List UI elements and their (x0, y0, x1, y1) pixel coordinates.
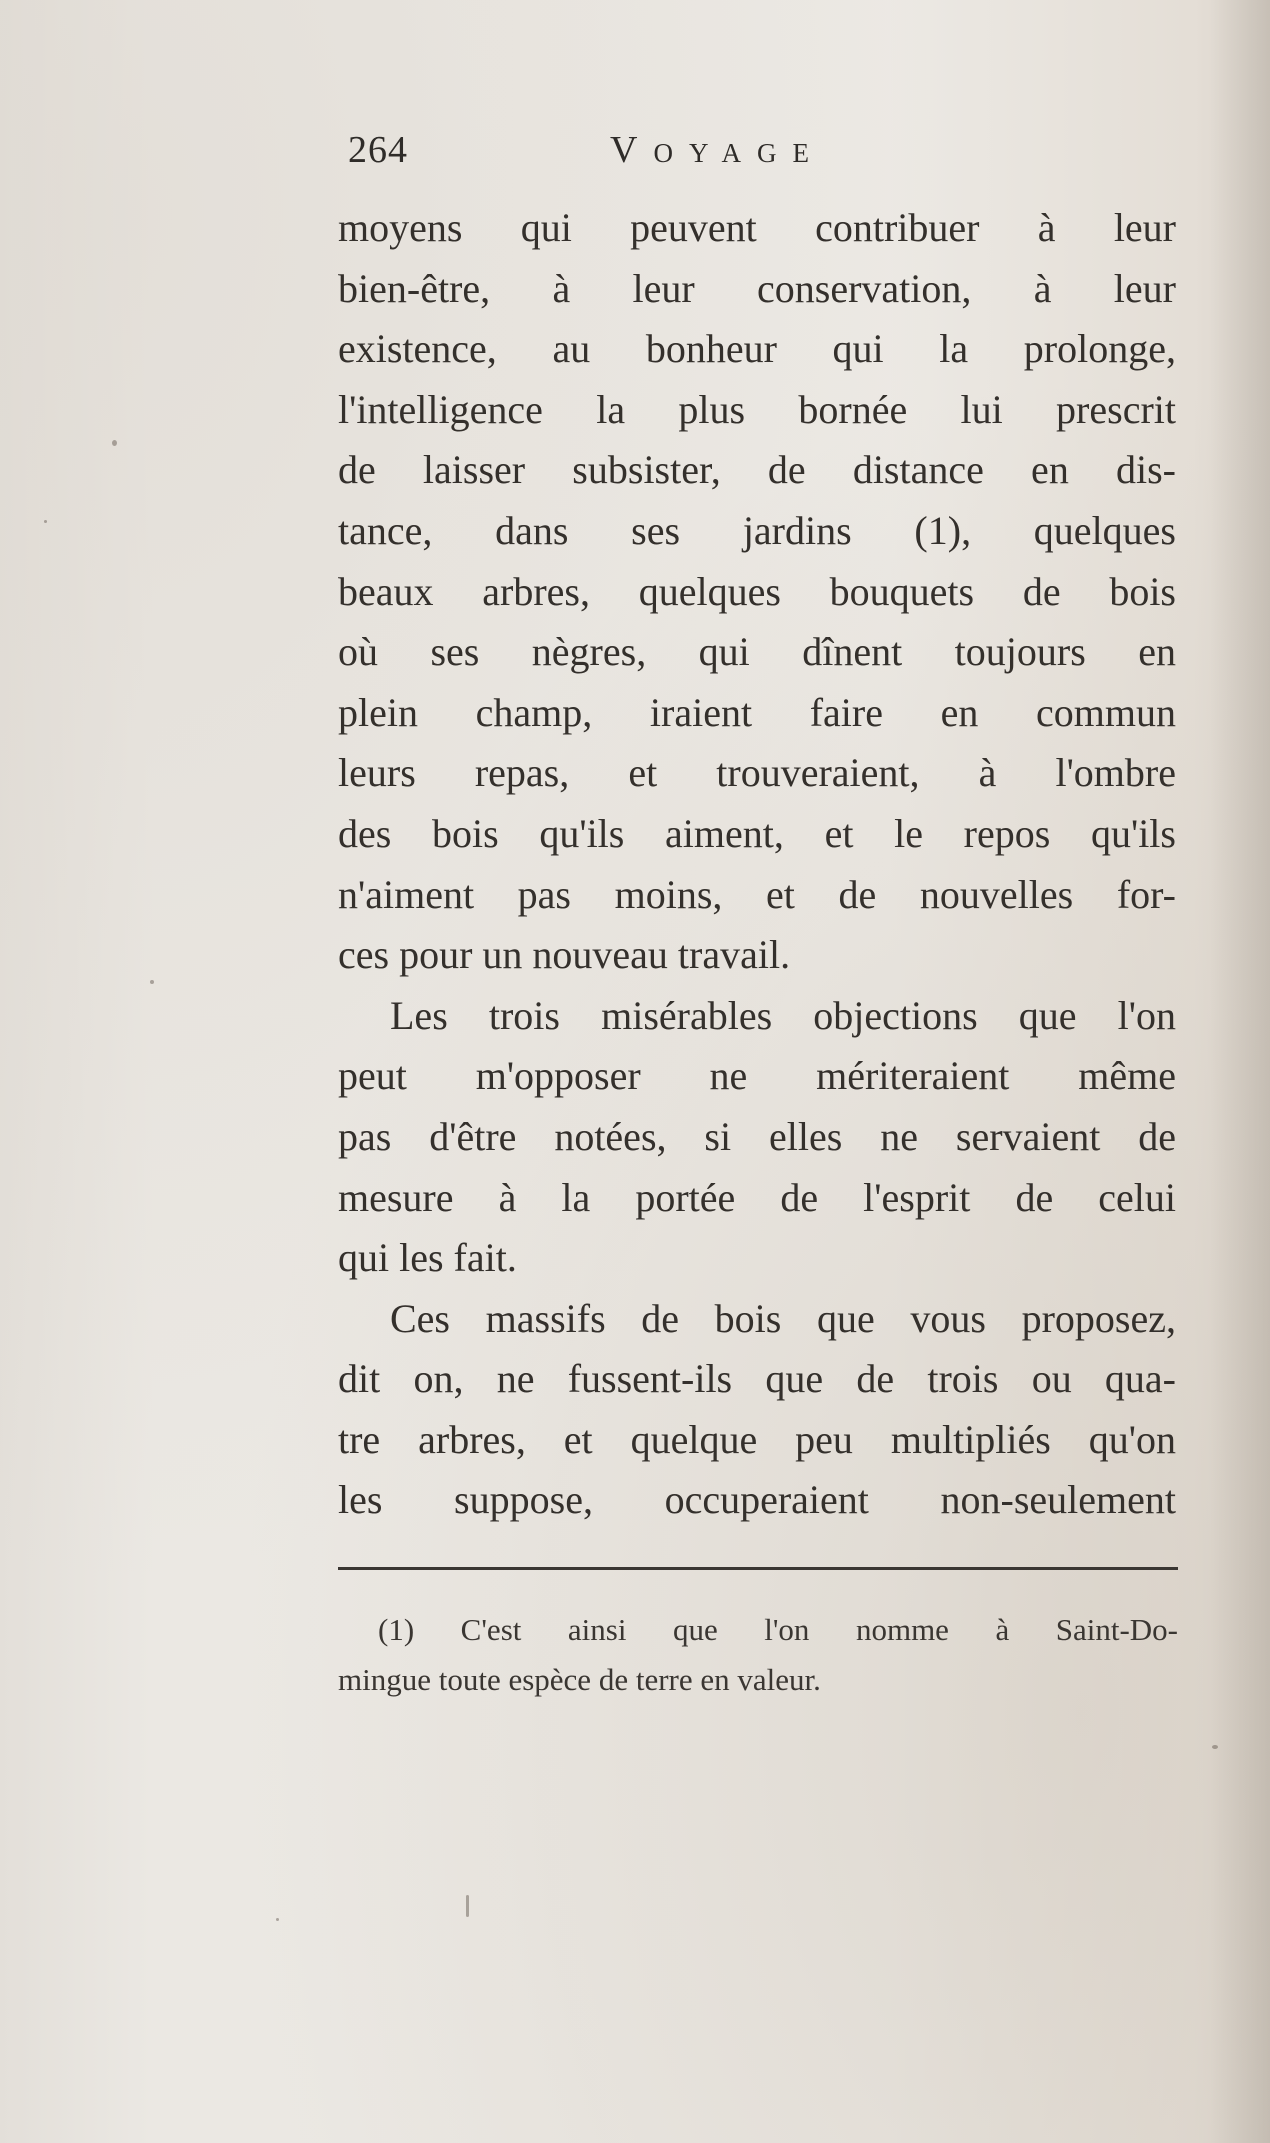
text-line: des bois qu'ils aiment, et le repos qu'ils (338, 810, 1176, 856)
text-line: existence, au bonheur qui la prolonge, (338, 326, 1176, 372)
text-line: qui les fait. (338, 1235, 517, 1281)
text-line: n'aiment pas moins, et de nouvelles for- (338, 871, 1176, 917)
footnote (338, 1605, 1178, 1705)
text-line: l'intelligence la plus bornée lui prescrit (338, 386, 1176, 432)
page-header (340, 128, 1180, 188)
page-edge-shadow (1210, 0, 1270, 2143)
text-line: ces pour un nouveau travail. (338, 932, 791, 978)
text-line: moyens qui peuvent contribuer à leur (338, 205, 1176, 250)
text-line: Les trois misérables objections que l'on (390, 992, 1176, 1038)
text-line: pas d'être notées, si elles ne servaient de (338, 1113, 1176, 1159)
footnote-rule (338, 1567, 1178, 1570)
paper-speck (112, 440, 117, 446)
page-number: 264 (348, 129, 408, 171)
text-line: dit on, ne fussent-ils que de trois ou qua- (338, 1356, 1176, 1402)
text-line: tance, dans ses jardins (1), quelques (338, 507, 1176, 553)
paper-speck (44, 520, 47, 523)
text-line: Ces massifs de bois que vous proposez, (390, 1295, 1176, 1341)
text-line: où ses nègres, qui dînent toujours en (338, 629, 1176, 675)
text-line: leurs repas, et trouveraient, à l'ombre (338, 750, 1176, 796)
body-text (338, 198, 1176, 1531)
footnote-line: (1) C'est ainsi que l'on nomme à Saint-Do- (378, 1612, 1178, 1647)
text-line: mesure à la portée de l'esprit de celui (338, 1174, 1176, 1220)
text-line: tre arbres, et quelque peu multipliés qu'on (338, 1416, 1176, 1462)
text-line: les suppose, occuperaient non-seulement (338, 1477, 1176, 1523)
text-line: plein champ, iraient faire en commun (338, 689, 1176, 735)
paper-speck (150, 980, 154, 984)
paper-speck (276, 1918, 279, 1921)
paper-speck (1212, 1745, 1218, 1749)
text-line: bien-être, à leur conservation, à leur (338, 265, 1176, 311)
paper-speck (466, 1895, 469, 1917)
footnote-line: mingue toute espèce de terre en valeur. (338, 1662, 821, 1697)
running-title: Voyage (610, 129, 825, 171)
text-line: peut m'opposer ne mériteraient même (338, 1053, 1176, 1099)
text-line: de laisser subsister, de distance en dis- (338, 447, 1176, 493)
text-line: beaux arbres, quelques bouquets de bois (338, 568, 1176, 614)
